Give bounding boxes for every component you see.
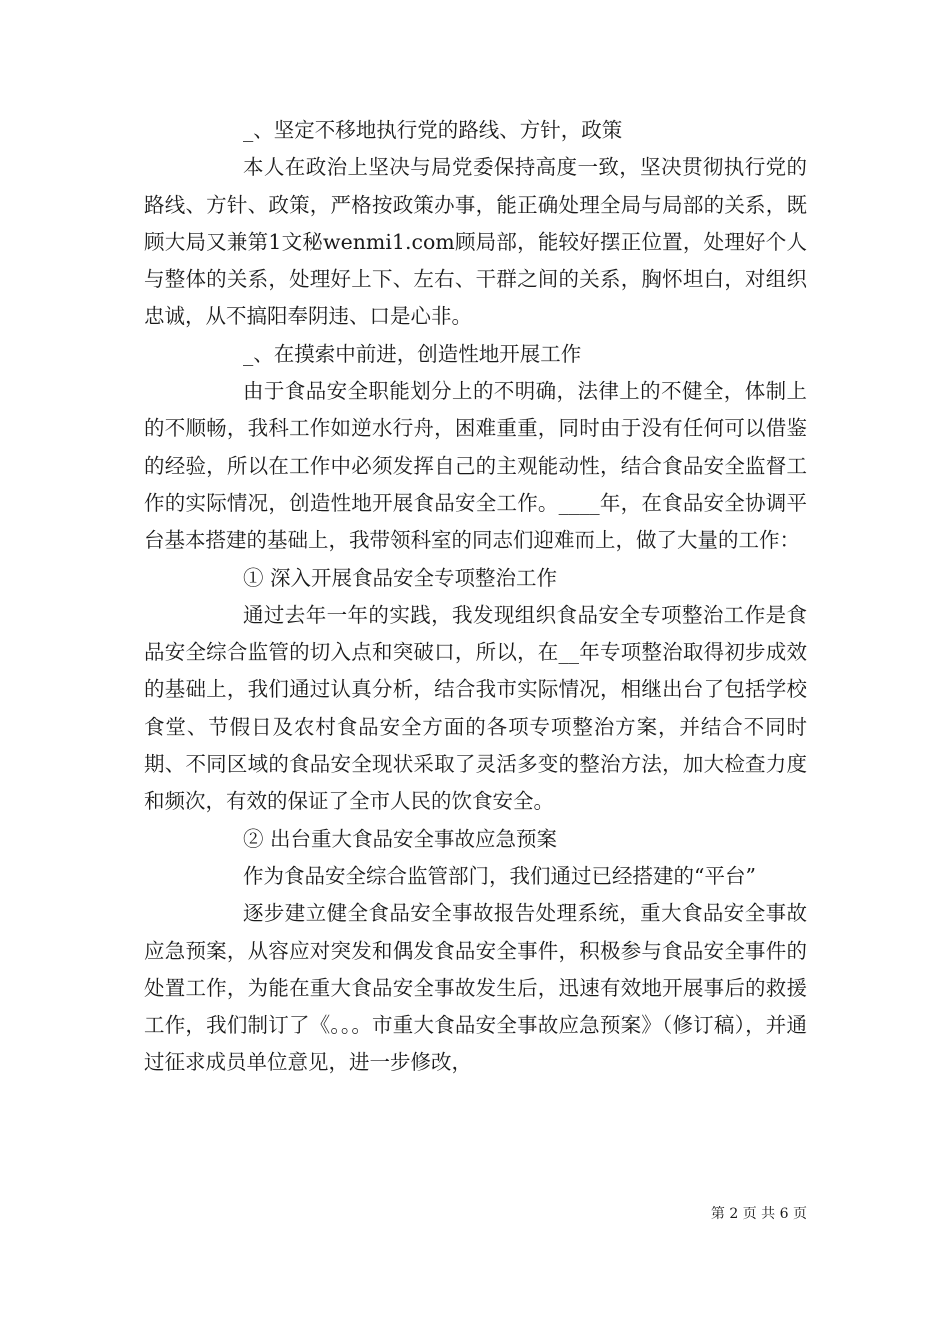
section-heading-1: _、坚定不移地执行党的路线、方针，政策	[243, 118, 623, 142]
paragraph-1: 本人在政治上坚决与局党委保持高度一致，坚决贯彻执行党的路线、方针、政策，严格按政策办事，能正确处理全局与局部的关系，既顾大局又兼第1文秘wenmi1.com顾局部，能较好摆正位置，处理好个人与整体的关系，处理好上下、左右、干群之间的关系，胸怀坦白，对组织忠诚，从不搞阳奉阴违、口是心非。	[144, 155, 807, 329]
paragraph-3: 通过去年一年的实践，我发现组织食品安全专项整治工作是食品安全综合监管的切入点和突破口，所以，在__年专项整治取得初步成效的基础上，我们通过认真分析，结合我市实际情况，相继出台了包括学校食堂、节假日及农村食品安全方面的各项专项整治方案，并结合不同时期、不同区域的食品安全现状采取了灵活多变的整治方法，加大检查力度和频次，有效的保证了全市人民的饮食安全。	[144, 602, 807, 814]
paragraph-5: 逐步建立健全食品安全事故报告处理系统，重大食品安全事故应急预案，从容应对突发和偶发食品安全事件，积极参与食品安全事件的处置工作，为能在重大食品安全事故发生后，迅速有效地开展事后的救援工作，我们制订了《。。。市重大食品安全事故应急预案》（修订稿），并通过征求成员单位意见，进一步修改，	[144, 901, 807, 1075]
document-body	[144, 112, 807, 1082]
paragraph-4: 作为食品安全综合监管部门，我们通过已经搭建的“平台”	[243, 863, 756, 888]
subheading-2: ② 出台重大食品安全事故应急预案	[243, 826, 558, 851]
paragraph-2: 由于食品安全职能划分上的不明确，法律上的不健全，体制上的不顺畅，我科工作如逆水行舟，困难重重，同时由于没有任何可以借鉴的经验，所以在工作中必须发挥自己的主观能动性，结合食品安全监督工作的实际情况，创造性地开展食品安全工作。____年，在食品安全协调平台基本搭建的基础上，我带领科室的同志们迎难而上，做了大量的工作：	[144, 379, 807, 553]
subheading-1: ① 深入开展食品安全专项整治工作	[243, 565, 558, 590]
section-heading-2: _、在摸索中前进，创造性地开展工作	[243, 341, 582, 366]
page-number: 第 2 页 共 6 页	[710, 1206, 807, 1222]
